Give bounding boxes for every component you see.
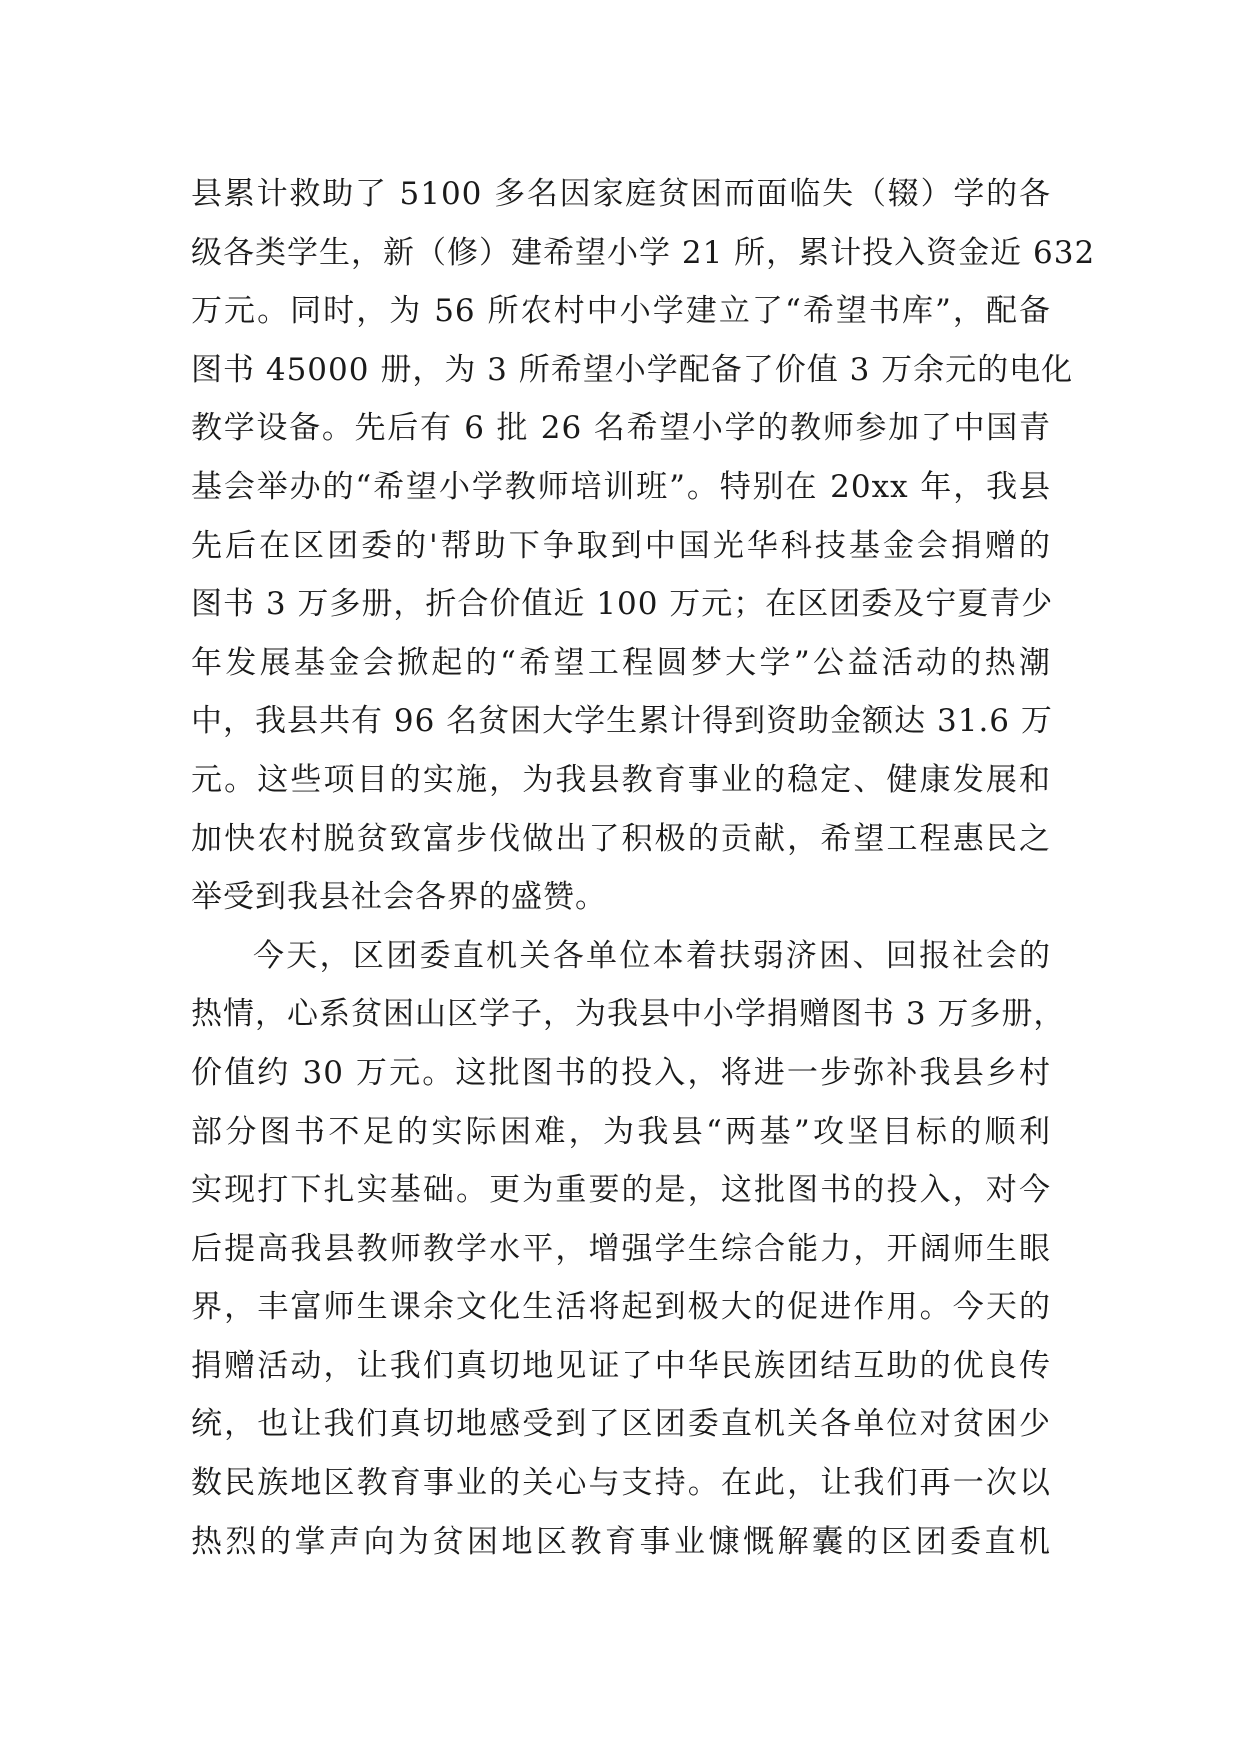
paragraph-1-line-9: 年发展基金会掀起的“希望工程圆梦大学”公益活动的热潮 (191, 644, 1051, 681)
paragraph-1-line-5: 教学设备。先后有 6 批 26 名希望小学的教师参加了中国青 (191, 410, 1051, 447)
paragraph-2-line-2: 热情，心系贫困山区学子，为我县中小学捐赠图书 3 万多册， (191, 996, 1066, 1033)
paragraph-1-line-2: 级各类学生，新（修）建希望小学 21 所，累计投入资金近 632 (191, 234, 1096, 271)
paragraph-2-line-5: 实现打下扎实基础。更为重要的是，这批图书的投入，对今 (191, 1172, 1051, 1209)
paragraph-2-line-8: 捐赠活动，让我们真切地见证了中华民族团结互助的优良传 (191, 1347, 1051, 1384)
paragraph-2-line-1: 今天，区团委直机关各单位本着扶弱济困、回报社会的 (253, 937, 1051, 974)
paragraph-1-line-8: 图书 3 万多册，折合价值近 100 万元；在区团委及宁夏青少 (191, 586, 1054, 623)
paragraph-1-line-4: 图书 45000 册，为 3 所希望小学配备了价值 3 万余元的电化 (191, 351, 1074, 388)
paragraph-1-line-3: 万元。同时，为 56 所农村中小学建立了“希望书库”，配备 (191, 293, 1051, 330)
document-body (191, 165, 1096, 1571)
paragraph-1-line-7: 先后在区团委的'帮助下争取到中国光华科技基金会捐赠的 (191, 527, 1051, 564)
paragraph-1-line-6: 基会举办的“希望小学教师培训班”。特别在 20xx 年，我县 (191, 468, 1051, 505)
paragraph-1-line-11: 元。这些项目的实施，为我县教育事业的稳定、健康发展和 (191, 761, 1051, 798)
paragraph-2-line-11: 热烈的掌声向为贫困地区教育事业慷慨解囊的区团委直机 (191, 1523, 1051, 1560)
paragraph-1-line-1: 县累计救助了 5100 多名因家庭贫困而面临失（辍）学的各 (191, 176, 1051, 212)
paragraph-2-line-6: 后提高我县教师教学水平，增强学生综合能力，开阔师生眼 (191, 1230, 1051, 1267)
paragraph-2-line-7: 界，丰富师生课余文化生活将起到极大的促进作用。今天的 (191, 1289, 1051, 1326)
paragraph-1-line-12: 加快农村脱贫致富步伐做出了积极的贡献，希望工程惠民之 (191, 820, 1051, 857)
paragraph-2-line-3: 价值约 30 万元。这批图书的投入，将进一步弥补我县乡村 (191, 1054, 1051, 1091)
paragraph-2-line-10: 数民族地区教育事业的关心与支持。在此，让我们再一次以 (191, 1465, 1051, 1502)
paragraph-1-line-10: 中，我县共有 96 名贫困大学生累计得到资助金额达 31.6 万 (191, 703, 1053, 740)
paragraph-2-line-9: 统，也让我们真切地感受到了区团委直机关各单位对贫困少 (191, 1406, 1051, 1443)
paragraph-2-line-4: 部分图书不足的实际困难，为我县“两基”攻坚目标的顺利 (191, 1113, 1051, 1150)
paragraph-1-line-13: 举受到我县社会各界的盛赞。 (191, 879, 607, 916)
